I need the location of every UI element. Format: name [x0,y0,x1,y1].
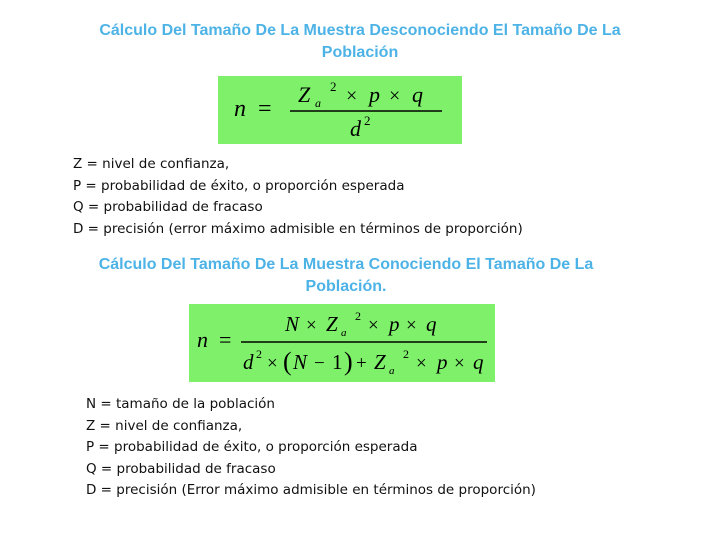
formula2-num-z: Z [326,312,338,336]
formula1-num-z: Z [298,82,311,107]
definition-item: Q = probabilidad de fracaso [86,460,276,477]
formula2-den-sub-a: a [389,365,395,377]
formula2-num-sub-a: a [341,327,347,339]
section2-title-line1: Cálculo Del Tamaño De La Muestra Conociendo El Tamaño De La [98,256,594,273]
section1-title-line1: Cálculo Del Tamaño De La Muestra Desconociendo El Tamaño De La [99,22,621,39]
formula2-den-exp-2: 2 [256,347,262,361]
formula2-den-open-paren: ( [283,347,292,376]
formula2-num-q: q [426,312,437,336]
formula2-num-n: N [285,312,300,336]
formula2-lhs: n [197,327,208,352]
formula2-den-exp-2b: 2 [403,347,409,361]
formula2-den-minus: − [314,353,325,374]
section2-title-line2: Población. [305,278,387,295]
section1-title [0,20,720,64]
definition-item: Q = probabilidad de fracaso [73,199,263,215]
formula1-lhs: n [234,96,246,122]
formula2-num-times-1: × [306,315,317,336]
definition-item: P = probabilidad de éxito, o proporción esperada [86,439,418,455]
definition-item: Z = nivel de confianza, [73,156,230,172]
formula-unknown-population-svg [218,76,462,144]
formula2-num-times-3: × [406,315,417,336]
formula2-den-p: p [437,350,448,374]
formula2-den-plus: + [356,353,367,374]
formula2-den-times-2: × [416,353,427,374]
formula1-equals: = [258,96,272,122]
formula1-num-p: p [369,82,380,107]
formula-unknown-population [218,76,462,144]
formula2-num-exp-2: 2 [355,309,361,323]
formula2-den-z: Z [374,350,386,374]
formula2-den-d: d [243,350,254,374]
formula-known-population [189,304,495,382]
formula1-num-times-1: × [346,85,358,107]
definition-item: N = tamaño de la población [86,396,275,412]
formula1-den-exp-2: 2 [364,113,371,128]
formula2-num-p: p [389,312,400,336]
section2-definitions [86,394,536,502]
formula1-num-q: q [412,82,423,107]
formula2-den-one: 1 [332,350,343,374]
formula1-den-d: d [350,116,361,141]
formula2-den-times-1: × [267,353,278,374]
formula2-den-close-paren: ) [344,347,353,376]
definition-item: P = probabilidad de éxito, o proporción esperada [73,177,405,194]
definition-item: Z = nivel de confianza, [86,417,243,434]
section1-title-line2: Población [321,44,399,61]
section1-definitions [73,154,523,240]
formula1-num-sub-a: a [315,96,321,110]
formula2-den-q: q [473,350,484,374]
formula1-num-exp-2: 2 [330,79,337,94]
definition-item: D = precisión (error máximo admisible en términos de proporción) [73,220,523,237]
formula2-den-n: N [293,350,308,374]
formula2-equals: = [219,327,232,352]
section2-title [0,254,706,298]
definition-item: D = precisión (Error máximo admisible en términos de proporción) [86,482,536,498]
formula2-den-times-3: × [454,353,465,374]
formula1-num-times-2: × [389,85,401,107]
formula2-num-times-2: × [368,315,379,336]
formula-known-population-svg [189,304,495,382]
